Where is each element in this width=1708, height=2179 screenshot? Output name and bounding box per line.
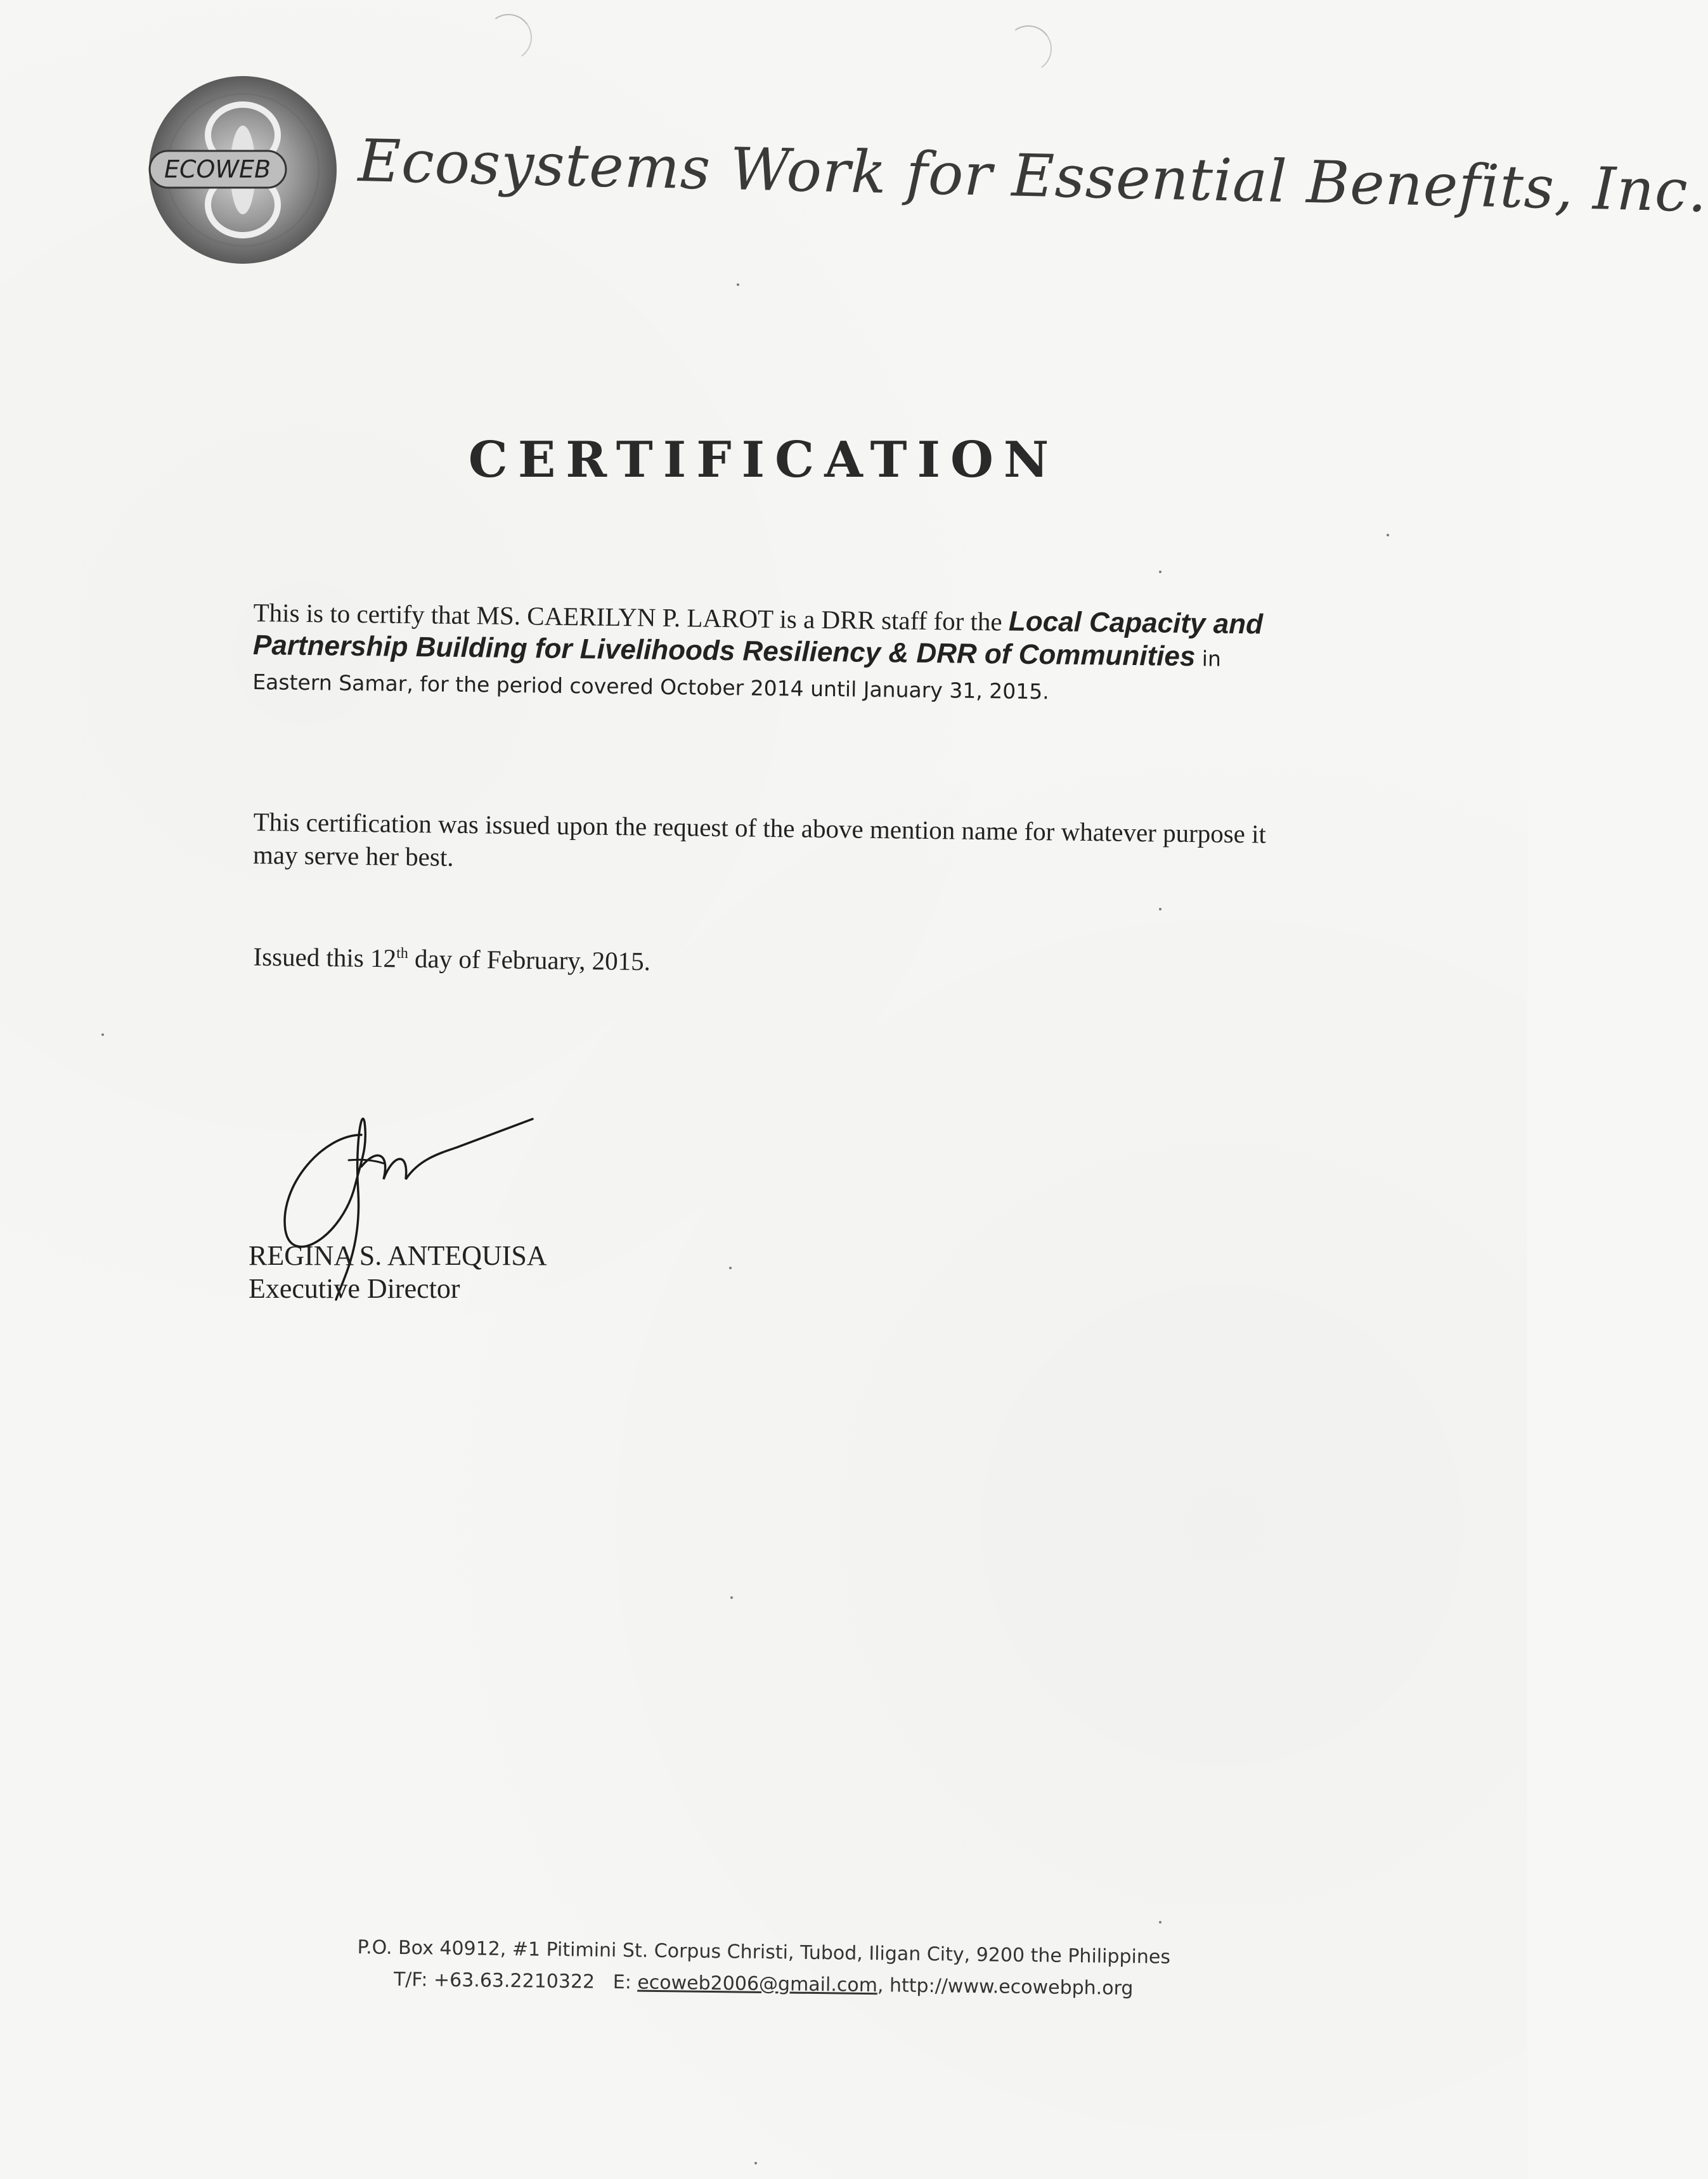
footer-email-label: E: [612,1971,638,1994]
speckle [737,283,739,286]
punch-hole [481,10,536,65]
signatory-position: Executive Director [249,1273,460,1304]
punch-hole [1001,22,1056,76]
footer-email: ecoweb2006@gmail.com [637,1971,878,1997]
letterhead-footer [0,1927,1528,2009]
document-title: CERTIFICATION [468,431,1059,489]
issue-date-suffix: day of February, 2015. [408,943,651,976]
company-name: Ecosystems Work for Essential Benefits, Inc. [357,127,1708,226]
purpose-paragraph: This certification was issued upon the request of the above mention name for whatever purpose it may serve her best. [252,806,1267,872]
speckle [1159,571,1161,573]
speckle [101,1033,104,1036]
speckle [754,2162,757,2164]
issue-date-paragraph [253,935,1268,985]
speckle [1387,534,1389,536]
certification-paragraph [252,596,1268,711]
speckle [1159,1921,1161,1924]
speckle [730,1596,733,1599]
signatory-block [249,1239,547,1305]
speckle [729,1267,732,1269]
issue-date-ordinal: th [396,945,408,962]
issue-date-prefix: Issued this 12 [253,941,397,973]
certification-intro: This is to certify that MS. CAERILYN P. LAROT is a DRR staff for the [253,597,1009,637]
logo-text: ECOWEB [164,155,271,183]
footer-phone: T/F: +63.63.2210322 [393,1968,595,1993]
speckle [1159,908,1161,910]
ecoweb-logo [138,75,347,265]
certification-period: in Eastern Samar, for the period covered October 2014 until January 31, 2015. [252,646,1222,704]
footer-website: , http://www.ecowebph.org [877,1974,1134,2000]
footer-address: P.O. Box 40912, #1 Pitimini St. Corpus Christi, Tubod, Iligan City, 9200 the Philippines [357,1936,1171,1969]
project-name: Local Capacity and Partnership Building for Livelihoods Resiliency & DRR of Communities [252,605,1264,673]
signatory-name: REGINA S. ANTEQUISA [249,1240,547,1271]
